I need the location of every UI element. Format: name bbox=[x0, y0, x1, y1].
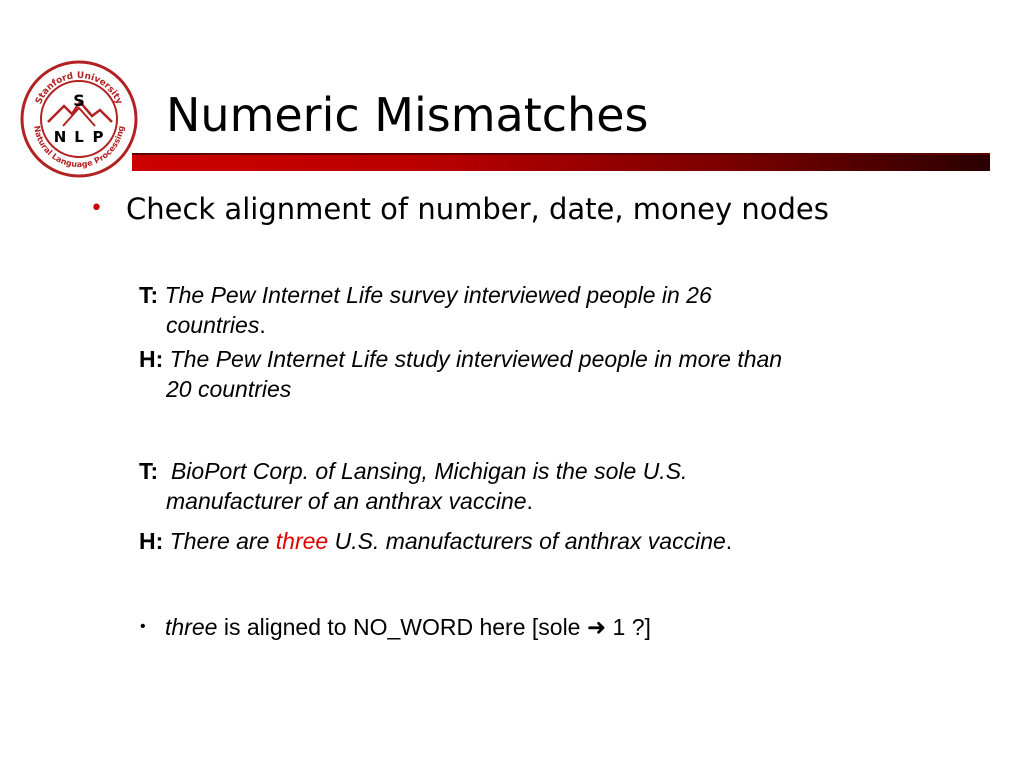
logo-letter-p: P bbox=[92, 128, 104, 146]
logo-letter-s: S bbox=[73, 91, 85, 110]
bullet-text: Check alignment of number, date, money nodes bbox=[126, 192, 829, 226]
logo-ring-bottom-text: Natural Language Processing bbox=[32, 125, 126, 170]
bullet-dot: • bbox=[140, 618, 146, 635]
text-tag: T: bbox=[139, 282, 159, 308]
bullet-dot: • bbox=[90, 196, 103, 221]
logo-ring-top-text: Stanford University bbox=[34, 70, 124, 106]
title-underline-bar bbox=[132, 153, 990, 171]
logo-letter-n: N bbox=[53, 128, 67, 146]
example-pew-text bbox=[139, 280, 959, 310]
stanford-nlp-logo bbox=[20, 60, 138, 178]
example-pew-hypothesis bbox=[139, 344, 959, 374]
slide-title: Numeric Mismatches bbox=[166, 88, 649, 142]
example-pew-hypothesis-cont bbox=[139, 374, 959, 404]
hypothesis-tag: H: bbox=[139, 346, 164, 372]
text-line2: manufacturer of an anthrax vaccine bbox=[166, 488, 527, 514]
text-tag: T: bbox=[139, 458, 159, 484]
text-line2: countries bbox=[166, 312, 260, 338]
logo-letter-l: L bbox=[74, 128, 84, 146]
title-underline-edge bbox=[132, 153, 990, 155]
hypothesis-tag: H: bbox=[139, 528, 164, 554]
hypothesis-highlight-three: three bbox=[275, 528, 329, 554]
example-bioport bbox=[139, 456, 959, 556]
example-pew bbox=[139, 280, 959, 404]
hypothesis-period: . bbox=[725, 528, 733, 554]
example-bioport-text bbox=[139, 456, 959, 486]
bullet-text bbox=[165, 612, 651, 642]
italic-word: three bbox=[165, 614, 218, 640]
example-pew-text-cont bbox=[139, 310, 959, 340]
bullet-rest: is aligned to NO_WORD here [sole ➜ 1 ?] bbox=[223, 614, 651, 640]
text-line1: BioPort Corp. of Lansing, Michigan is the sole U.S. bbox=[170, 458, 688, 484]
hypothesis-before: There are bbox=[169, 528, 270, 554]
text-period: . bbox=[259, 312, 266, 338]
hypothesis-line1: The Pew Internet Life study interviewed people in more than bbox=[169, 346, 783, 372]
hypothesis-line2: 20 countries bbox=[166, 376, 292, 402]
hypothesis-after: U.S. manufacturers of anthrax vaccine bbox=[334, 528, 726, 554]
text-period: . bbox=[526, 488, 533, 514]
example-bioport-hypothesis bbox=[139, 526, 959, 556]
example-bioport-text-cont bbox=[139, 486, 959, 516]
text-line1: The Pew Internet Life survey interviewed people in 26 bbox=[164, 282, 712, 308]
